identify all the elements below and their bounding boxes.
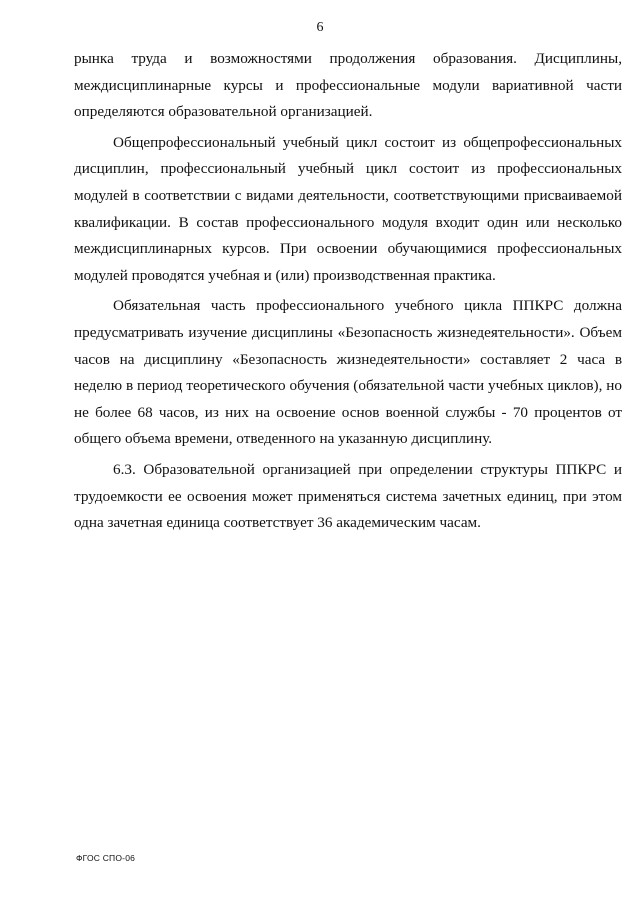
paragraph-credit-system: 6.3. Образовательной организацией при определении структуры ППКРС и трудоемкости ее освоения может применяться система зачетных единиц, при этом одна зачетная единица соответствует 36 академическим часам. [74, 460, 622, 532]
paragraph-continuation: рынка труда и возможностями продолжения образования. Дисциплины, междисциплинарные курсы и профессиональные модули вариативной части определяются образовательной организацией. [74, 50, 622, 121]
paragraph-general-cycle: Общепрофессиональный учебный цикл состоит из общепрофессиональных дисциплин, профессиональный учебный цикл состоит из профессиональных модулей в соответствии с видами деятельности, соответствующими присваиваемой квалификации. В состав профессионального модуля входит один или несколько междисциплинарных курсов. При освоении обучающимися профессиональных модулей проводятся учебная и (или) производственная практика. [74, 133, 622, 284]
paragraph-mandatory-part: Обязательная часть профессионального учебного цикла ППКРС должна предусматривать изучение дисциплины «Безопасность жизнедеятельности». Объем часов на дисциплину «Безопасность жизнедеятельности» составляет 2 часа в неделю в период теоретического обучения (обязательной части учебных циклов), но не более 68 часов, из них на освоение основ военной службы - 70 процентов от общего объема времени, отведенного на указанную дисциплину. [74, 297, 622, 448]
page-number: 6 [316, 20, 324, 35]
document-body [74, 46, 622, 537]
footer-label: ФГОС СПО-06 [76, 853, 136, 863]
